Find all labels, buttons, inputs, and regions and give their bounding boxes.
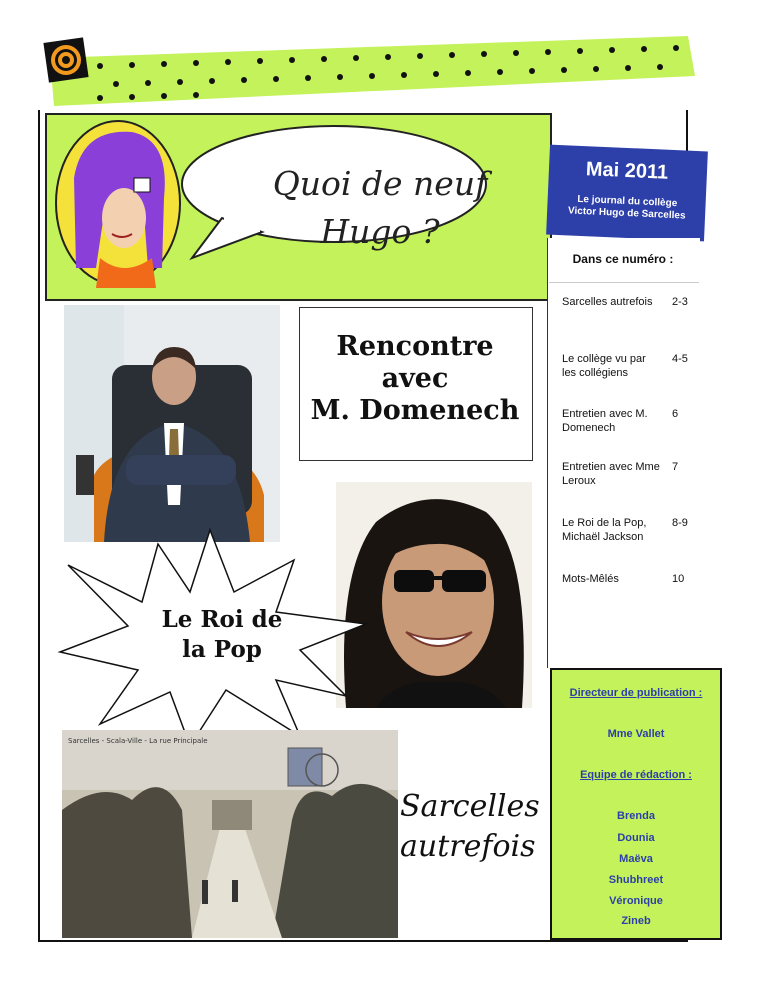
toc-item-label: Mots-Mêlés [562, 573, 619, 585]
team-label: Equipe de rédaction : [580, 769, 692, 781]
team-member: Véronique [609, 895, 663, 907]
history-headline [400, 787, 540, 867]
old-postcard-photo [62, 730, 398, 938]
title-line-2: Hugo ? [320, 212, 440, 251]
pop-line-2: la Pop [182, 636, 262, 663]
toc-item-label: Le Roi de la Pop, Michaël Jackson [562, 517, 647, 543]
postcard-caption: Sarcelles - Scala-Ville - La rue Principale [68, 737, 208, 745]
toc-item-pages: 10 [672, 573, 685, 585]
journal-line-1: Le journal du collège [577, 193, 678, 210]
toc-item-label: Sarcelles autrefois [562, 296, 653, 308]
team-member: Maëva [619, 853, 653, 865]
journal-line-2: Victor Hugo de Sarcelles [567, 205, 686, 222]
decorative-tape [40, 36, 700, 106]
history-line-1: Sarcelles [400, 789, 540, 824]
domenech-photo [64, 305, 280, 542]
toc-divider [549, 282, 699, 283]
headline-line-3: M. Domenech [310, 395, 520, 426]
pop-line-1: Le Roi de [161, 606, 283, 633]
toc-item-label: Entretien avec Mme Leroux [562, 461, 660, 487]
interview-headline [299, 331, 531, 427]
title-line-1: Quoi de neuf [272, 164, 488, 203]
toc-item-label: Le collège vu par les collégiens [562, 353, 646, 379]
history-line-2: autrefois [400, 829, 536, 864]
director-name: Mme Vallet [607, 728, 665, 740]
team-member: Shubhreet [608, 874, 664, 886]
director-label: Directeur de publication : [569, 687, 703, 699]
team-member: Dounia [617, 832, 655, 844]
headline-line-2: avec [381, 363, 449, 394]
team-member: Brenda [617, 810, 655, 822]
headline-line-1: Rencontre [336, 331, 494, 362]
toc-item-pages: 8-9 [672, 517, 688, 529]
team-member: Zineb [621, 915, 651, 927]
newspaper-title [265, 160, 495, 256]
toc-item-pages: 2-3 [672, 296, 688, 308]
issue-date: Mai 2011 [585, 158, 669, 184]
pop-headline [142, 605, 302, 665]
toc-item-pages: 6 [672, 408, 679, 420]
toc-item-pages: 4-5 [672, 353, 688, 365]
toc-item-label: Entretien avec M. Domenech [562, 408, 648, 434]
toc-item-pages: 7 [672, 461, 679, 473]
toc-title: Dans ce numéro : [572, 252, 674, 266]
